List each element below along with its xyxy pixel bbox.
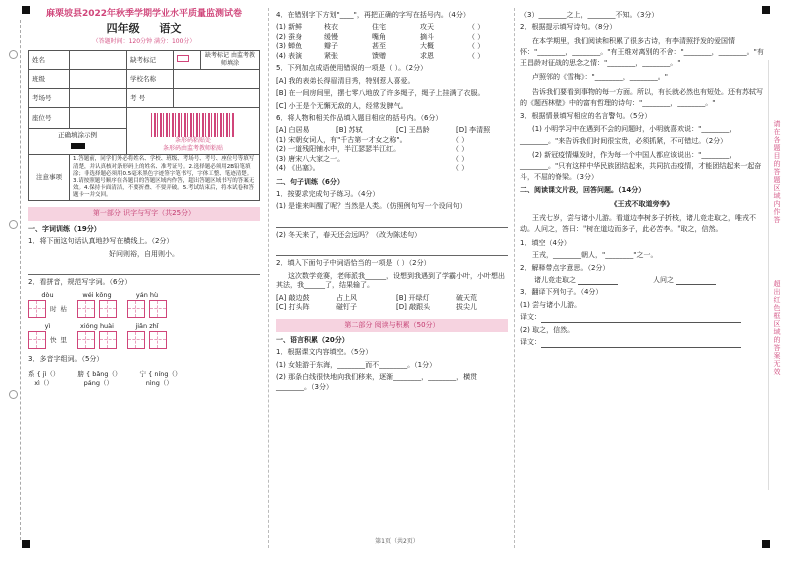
q8-options [276, 294, 508, 303]
q1-2: 2．看拼音，规范写字词。（6分） [28, 278, 132, 287]
exam-room-label: 考场号 [29, 89, 70, 108]
polyphone-item: 系 { jì（） xì（） [28, 370, 60, 388]
polyphone-char: 系 [28, 370, 35, 379]
fill-example [29, 129, 127, 155]
grade: 四年级 [106, 22, 140, 36]
q8-options [276, 303, 508, 312]
q14-1: (1) 尝与诸小儿游。 [520, 300, 582, 309]
subject: 语文 [159, 22, 182, 36]
polyphone-item: 宁 { níng（） nìng（） [139, 370, 182, 388]
q11-1: (1) 小明学习中在遇到不会的问题时，小明就喜欢说："________，________。"来告诉我们时间很宝贵，必须抓紧，不可错过。（2分） [520, 125, 737, 145]
word: 嘴角 [372, 32, 386, 41]
part2-header: 第二部分 阅读与积累（50分） [276, 319, 508, 332]
translation-label: 译文： [520, 313, 541, 322]
q6-item-text: (1) 宋朝女词人，有"千古第一才女之称"。 [276, 135, 407, 144]
passage-text: 王戎七岁，尝与诸小儿游。看道边李树多子折枝，诸儿竞走取之，唯戎不动。人问之，答曰："树在道边而多子，此必苦李。"取之，信然。 [520, 214, 756, 234]
student-info-table [28, 50, 260, 201]
notice-label: 注意事项 [29, 155, 70, 201]
binding-hole [9, 50, 18, 59]
q1-title: 一、字词训练（19分） [28, 224, 101, 233]
q1-1: 1．将下面这句话认真地抄写在横线上。（2分） [28, 237, 174, 246]
author-option: [C] 王昌龄 [396, 126, 430, 135]
q14: 3．翻译下列句子。（4分） [520, 288, 603, 297]
word: 攻天 [420, 23, 434, 32]
exam-title: 麻栗坡县2022年秋季学期学业水平质量监测试卷 [45, 9, 243, 19]
reading: nìng（ [145, 379, 167, 388]
binding-hole [9, 390, 18, 399]
reading: páng（ [83, 379, 107, 388]
q9-3: （3）________之上，________不知。（3分） [520, 11, 659, 19]
word: 枝衣 [324, 23, 338, 32]
answer-paren[interactable]: （ ） [468, 32, 485, 41]
page-footer: 第1页（共2页） [375, 538, 419, 545]
q4-row [276, 23, 508, 32]
part1-header: 第一部分 识字与写字（共25分） [28, 207, 260, 220]
q6: 6．将人物和相关作品填入题目相应的括号内。（6分） [276, 113, 443, 122]
q7-1: (1) 是谁来叫醒了呢？当然是人类。（仿照例句写一个设问句） [276, 202, 467, 211]
q11-2: (2) 新冠疫情爆发时，作为每一个中国人都应该说出："________，________。"只有这样中华民族团结起来，共同抗击疫情，才能团结起来一起奋斗，不屈的脊梁。（3分） [520, 150, 762, 182]
class-field[interactable] [70, 70, 127, 89]
pinyin: yán hù [135, 291, 159, 300]
q9: 1．根据课文内容填空。（5分） [276, 348, 373, 357]
q6-item [276, 164, 508, 173]
q1-3: 3．多音字组词。（5分） [28, 355, 104, 364]
given-char: 时 [50, 304, 57, 313]
q10: 2．根据提示填写诗句。（8分） [520, 23, 617, 32]
pinyin: yì [44, 322, 51, 331]
q10-text: 在本学期里，我们阅读和积累了很多古诗，有李清照抒发的爱国情怀："________，________。"有王维对离别的不舍："________，________。"有王昌龄对征战的思念之情："________，________。" [520, 36, 764, 68]
warning-text: 超出红色框区域的答案无效 [773, 280, 781, 376]
seat-label: 座位号 [29, 108, 70, 129]
q6-item [276, 155, 508, 164]
given-char: 枯 [60, 304, 67, 313]
barcode-label: 条形码粘贴处 [174, 137, 211, 145]
q4-row [276, 52, 508, 61]
binding-strip [6, 20, 21, 540]
q14-translation [520, 338, 764, 347]
absent-note: 缺考标记 由监考教师填涂 [201, 51, 260, 70]
polyphone-group [28, 370, 260, 388]
q5: 5．下列加点成语使用错误的一项是（ ）。（2分） [276, 64, 428, 73]
grade-subject [28, 22, 260, 37]
q11: 3．根据情景填写相应的名言警句。（5分） [520, 112, 652, 120]
write-box[interactable] [149, 331, 167, 349]
q7-2: (2) 冬天来了，春天还会远吗？（改为陈述句） [276, 230, 422, 239]
write-box[interactable] [127, 331, 145, 349]
q14-2: (2) 取之，信然。 [520, 325, 575, 334]
section-accumulation: 一、语言积累（20分） [276, 335, 349, 344]
q13-phrase: 诸儿竞走取之 [534, 275, 576, 284]
warning-text: 请在各题目的答题区域内作答 [773, 120, 781, 224]
q13: 2．解释带点字意思。（2分） [520, 263, 610, 272]
pinyin: xióng huài [80, 322, 114, 331]
given-char: 里 [60, 335, 67, 344]
pinyin-row-1 [28, 291, 260, 318]
write-box[interactable] [149, 300, 167, 318]
polyphone-item: 膀 { bǎng（） páng（） [77, 370, 122, 388]
translation-label: 译文： [520, 338, 541, 347]
q4: 4．在错别字下方划"____"，再把正确的字写在括号内。（4分） [276, 11, 470, 19]
student-no-label: 考 号 [127, 89, 174, 108]
word: (1) 新鲜 [276, 23, 303, 32]
section-sentences: 二、句子训练（6分） [276, 177, 344, 186]
q10-text: 卢照邻的《雪梅》："________，________。" [532, 73, 668, 82]
pinyin-item [28, 322, 67, 349]
notice-text: 1.答题前，同学们务必将姓名、学校、班级、考场号、考号、座位号等填写清楚，并认真核对条形码上的姓名、准考证号。2.选择题必须用2B铅笔填涂；非选择题必须用0.5毫米黑色字迹签字笔书写，字体工整、笔迹清楚。3.请按照题号顺序在各题目的答题区域内作答，超出答题区域书写的答案无效。4.保持卡面清洁，不要折叠、不要弄破。5.考试结束后，将本试卷和答题卡一并交回。 [70, 155, 260, 201]
column-divider [514, 8, 515, 548]
fill-example-mark [71, 143, 85, 149]
absent-label: 缺考标记 [127, 51, 174, 70]
exam-room-field[interactable] [70, 89, 127, 108]
reading: jì（ [42, 370, 53, 379]
write-box[interactable] [28, 300, 46, 318]
q14-translation [520, 313, 764, 322]
write-box[interactable] [99, 331, 117, 349]
q8-text: 这次数学竞赛，老师派我______，设想到我遇到了学霸小叶，小叶想出其法，我______了，结果输了。 [276, 271, 505, 290]
name-field[interactable] [70, 51, 127, 70]
word: 紧张 [324, 51, 338, 60]
copy-line[interactable] [28, 263, 260, 275]
answer-blank[interactable] [541, 339, 741, 348]
q6-item-text: (3) 唐宋八大家之一。 [276, 154, 345, 163]
school-label: 学校名称 [127, 70, 174, 89]
pinyin: wéi kōng [82, 291, 112, 300]
reading: xì（ [34, 379, 47, 388]
q10-text: 告诉我们要看到事物的每一方面。所以，有长就必然也有短处。还有苏轼写的《题西林壁》中的富有哲理的诗句："________，________。" [520, 87, 763, 107]
answer-paren[interactable]: （ ） [468, 42, 485, 51]
write-box[interactable] [77, 300, 95, 318]
answer-line[interactable] [276, 216, 508, 228]
answer-paren[interactable]: （ ） [452, 154, 469, 163]
reading: níng（ [154, 370, 175, 379]
barcode-area [127, 108, 260, 155]
column-2 [276, 8, 508, 395]
answer-blank[interactable] [676, 276, 716, 285]
answer-paren[interactable]: （ ） [452, 164, 469, 173]
q9-2: (2) 那条白线很快地向我们移来，逐渐________，________，横贯________。（3分） [276, 373, 478, 391]
word: (3) 蝉鱼 [276, 42, 303, 51]
q5-option-c[interactable]: [C] 小王是个无懈无敌的人，经常发脾气。 [276, 101, 408, 110]
q6-item [276, 136, 508, 145]
option-word: 占上风 [336, 293, 357, 302]
q13-phrase: 人问之 [653, 275, 674, 284]
option[interactable]: [D] 敲跟头 [396, 303, 431, 312]
pinyin-row-2 [28, 322, 260, 349]
word: 求恩 [420, 51, 434, 60]
option-word: 碰钉子 [336, 303, 357, 312]
q12-text: 王戎，________朝人，"________"之一。 [532, 251, 658, 260]
q12: 1．填空（4分） [520, 238, 571, 247]
name-label: 姓名 [29, 51, 70, 70]
binding-hole [9, 220, 18, 229]
write-box[interactable] [99, 300, 117, 318]
author-option: [D] 李清照 [456, 126, 491, 135]
pinyin: dòu [41, 291, 54, 300]
class-label: 班级 [29, 70, 70, 89]
section-reading: 二、阅读课文片段，回答问题。（14分） [520, 186, 646, 195]
q6-item [276, 145, 508, 154]
word: 大概 [420, 42, 434, 51]
q7: 1．按要求完成句子练习。（4分） [276, 190, 380, 198]
q6-item-text: (4) 《出塞》。 [276, 164, 320, 173]
word: 缓慢 [324, 32, 338, 41]
q6-names [276, 126, 508, 135]
word: (2) 蚕身 [276, 32, 303, 41]
word: 住宅 [372, 23, 386, 32]
pinyin-item [127, 291, 167, 318]
option-word: 拔尖儿 [456, 303, 477, 312]
column-divider [268, 8, 269, 548]
word: (4) 表演 [276, 51, 303, 60]
column-3 [520, 8, 764, 351]
write-box[interactable] [28, 331, 46, 349]
q5-option-a[interactable]: [A] 我的表弟长得眉清目秀，特别惹人喜爱。 [276, 76, 415, 85]
q8: 2．填入下面句子中词语恰当的一项是（ ）（2分） [276, 259, 431, 268]
answer-blank[interactable] [578, 276, 618, 285]
barcode-note: 条形码由监考教师粘贴 [162, 145, 223, 153]
time-info: （答题时间：120分钟 满分：100分） [92, 37, 196, 45]
barcode [151, 113, 235, 137]
author-option: [B] 苏轼 [336, 126, 363, 135]
fill-example-label: 正确填涂示例 [58, 131, 97, 140]
write-box[interactable] [77, 331, 95, 349]
word: 馈赠 [372, 51, 386, 60]
q4-row [276, 33, 508, 42]
word: 摘斗 [420, 32, 434, 41]
word: 甚至 [372, 42, 386, 51]
column-1 [28, 8, 260, 388]
pinyin-item [77, 322, 117, 349]
option[interactable]: [A] 敲边鼓 [276, 293, 310, 302]
pinyin: jiǎn zhǐ [135, 322, 159, 331]
seat-field[interactable] [70, 108, 127, 129]
option[interactable]: [C] 打头阵 [276, 303, 310, 312]
polyphone-char: 宁 [139, 370, 147, 379]
q5-option-b[interactable]: [B] 在一间房间里，摆七零八地放了许多绳子，绳子上挂满了衣服。 [276, 89, 485, 98]
student-no-field[interactable] [174, 89, 260, 108]
answer-paren[interactable]: （ ） [468, 51, 485, 60]
reading: bǎng（ [92, 370, 116, 379]
answer-paren[interactable]: （ ） [452, 135, 469, 144]
option[interactable]: [B] 开绿灯 [396, 293, 430, 302]
answer-paren[interactable]: （ ） [468, 23, 485, 32]
passage-title: 《王戎不取道旁李》 [610, 199, 674, 208]
q6-item-text: (2) 一道残阳铺水中，半江瑟瑟半江红。 [276, 145, 401, 154]
author-option: [A] 白居易 [276, 126, 310, 135]
q4-rows [276, 23, 508, 61]
option-word: 破天荒 [456, 293, 477, 302]
pinyin-item [127, 322, 167, 349]
q1-1-text: 好问则裕，自用则小。 [109, 249, 179, 258]
answer-line[interactable] [276, 244, 508, 256]
answer-blank[interactable] [541, 314, 741, 323]
right-warning-band [768, 60, 787, 490]
q9-1: (1) 女娃游于东海，________而不________。（1分） [276, 360, 437, 369]
polyphone-char: 膀 [77, 370, 84, 379]
pinyin-item [28, 291, 67, 318]
pinyin-item [77, 291, 117, 318]
answer-paren[interactable]: （ ） [452, 145, 469, 154]
write-box[interactable] [127, 300, 145, 318]
word: 瓣子 [324, 42, 338, 51]
absent-checkbox[interactable] [174, 51, 201, 70]
school-field[interactable] [174, 70, 260, 89]
given-char: 快 [50, 335, 57, 344]
q13-items [534, 276, 764, 285]
q4-row [276, 42, 508, 51]
